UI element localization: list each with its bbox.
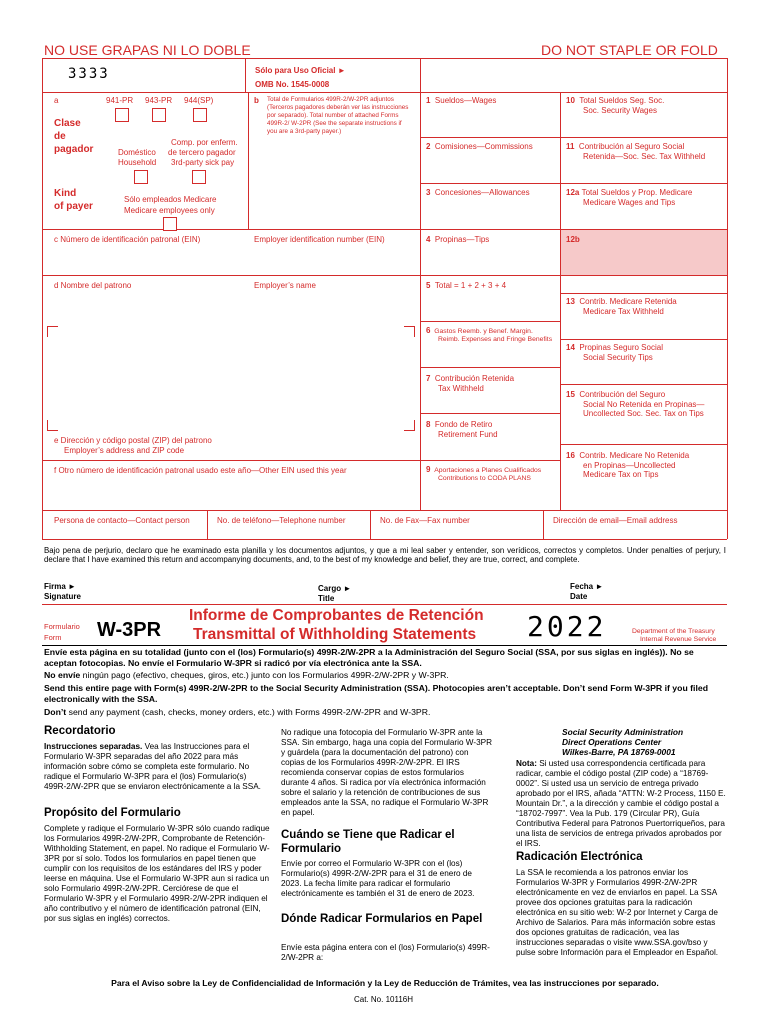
- heading-recordatorio: Recordatorio: [44, 725, 116, 737]
- official-use-label: Sólo para Uso Oficial ►: [255, 66, 346, 75]
- checkbox-941pr[interactable]: [115, 108, 129, 122]
- title-es: Informe de Comprobantes de Retención: [189, 607, 484, 624]
- signature-field[interactable]: Firma ► Signature: [44, 582, 81, 601]
- box-1-label: 1 Sueldos—Wages: [426, 96, 497, 105]
- box-11-label: 11 Contribución al Seguro Social Retenida—Soc. Sec. Tax Withheld: [566, 142, 706, 161]
- clase-label: Clase: [54, 118, 81, 129]
- box-e-label-en: Employer’s address and ZIP code: [64, 446, 185, 455]
- opt-943-label: 943-PR: [145, 96, 173, 105]
- irs-label: Internal Revenue Service: [640, 636, 717, 643]
- box-f-label: f Otro número de identificación patronal usado este año—Other EIN used this year: [54, 466, 347, 475]
- box-d-label-en: Employer’s name: [254, 281, 316, 290]
- address-corner-br: [404, 420, 415, 431]
- checkbox-medicare-only[interactable]: [163, 217, 177, 231]
- col3-note: Nota: Si usted usa correspondencia certificada para radicar, cambie el código postal (ZIP code) a “18769-0002”. Si usted usa un servicio de entrega privado aprobado por el IRS, añada “ATTN: W-2 Process, 1150 E. Mountain Dr.”, a la dirección y cambie el código postal a “18702-7997”. Vea la Pub. 179 (Circular PR), Guía Contributiva Federal para Patronos Puertorriqueños, para una lista de servicios de entrega privados aprobados por el IRS.: [516, 759, 726, 848]
- box-6-label: 6 Gastos Reemb. y Benef. Margin. Reimb. Expenses and Fringe Benefits: [426, 326, 553, 343]
- comp-label-1: Comp. por enferm.: [171, 138, 238, 147]
- date-field[interactable]: Fecha ► Date: [570, 582, 604, 601]
- checkbox-3rd-party-sick-pay[interactable]: [192, 170, 206, 184]
- box-c-label-en: Employer identification number (EIN): [254, 235, 385, 244]
- box-7-label: 7 Contribución Retenida Tax Withheld: [426, 374, 515, 393]
- checkbox-944sp[interactable]: [193, 108, 207, 122]
- formulario-label: Formulario: [44, 622, 80, 631]
- box-e-label-es: e Dirección y código postal (ZIP) del patrono: [54, 436, 212, 445]
- form-number: W-3PR: [97, 619, 162, 641]
- box-c-label: c Número de identificación patronal (EIN): [54, 235, 201, 244]
- box-15-label: 15 Contribución del Seguro Social No Retenida en Propinas— Uncollected Soc. Sec. Tax on Tips: [566, 390, 705, 418]
- box-10-label: 10 Total Sueldos Seg. Soc. Soc. Security Wages: [566, 96, 665, 115]
- medicare-only-es: Sólo empleados Medicare: [124, 195, 217, 204]
- comp-label-2: de tercero pagador: [168, 148, 236, 157]
- box-2-label: 2 Comisiones—Commissions: [426, 142, 533, 151]
- contact-person-label: Persona de contacto—Contact person: [54, 516, 190, 525]
- col2-photocopy: No radique una fotocopia del Formulario W-3PR ante la SSA. Sin embargo, haga una copia del Formulario W-3PR y guárdela (para la documentación del patrono) con copias de los Formularios 499R-2/W-2PR. El IRS recomienda conservar copias de estos formularios durante 4 años. Si radica por vía electrónica información sobre el salario y la retención de contribuciones de sus empleados ante la SSA, no radique el Formulario W-3PR en papel.: [281, 728, 493, 817]
- pagador-label: pagador: [54, 144, 94, 155]
- omb-number: OMB No. 1545-0008: [255, 80, 330, 89]
- box-12b-shaded: [561, 230, 727, 275]
- no-staple-warning-en: DO NOT STAPLE OR FOLD: [541, 42, 718, 58]
- box-8-label: 8 Fondo de Retiro Retirement Fund: [426, 420, 498, 439]
- fax-label: No. de Fax—Fax number: [380, 516, 470, 525]
- title-field[interactable]: Cargo ► Title: [318, 584, 352, 603]
- dept-treasury: Department of the Treasury: [632, 628, 715, 635]
- kind-label: Kind: [54, 188, 77, 199]
- box-16-label: 16 Contrib. Medicare No Retenida en Propinas—Uncollected Medicare Tax on Tips: [566, 451, 690, 479]
- col3-efile: La SSA le recomienda a los patronos enviar los Formularios W-3PR y Formularios 499R-2/W-2PR electrónicamente en vez de enviarlos en papel. La SSA provee dos opciones gratuitas para la radicación electrónica en su sitio web: W-2 por Internet y Carga de Archivo de Salarios. Para más información sobre estas dos opciones gratuitas de radicación, vea las instrucciones separadas o visite www.SSA.gov/bso y pulse sobre Información para el Empleador en Español.: [516, 868, 719, 957]
- form-label: Form: [44, 633, 62, 642]
- box-b-text: Total de Formularios 499R-2/W-2PR adjuntos (Terceros pagadores deberán ver las instrucciones por separado). Total number of attached Forms 499R-2/ W-2PR (See the separate instructions if you are a 3rd-party payer.): [267, 96, 409, 135]
- de-label: de: [54, 131, 66, 142]
- tax-year: 2022: [527, 610, 607, 643]
- col2-where: Envíe esta página entera con el (los) Formulario(s) 499R-2/W-2PR a:: [281, 943, 490, 962]
- address-corner-tl: [47, 326, 58, 337]
- box-3-label: 3 Concesiones—Allowances: [426, 188, 530, 197]
- box-12a-label: 12a Total Sueldos y Prop. Medicare Medicare Wages and Tips: [566, 188, 693, 207]
- box-14-label: 14 Propinas Seguro Social Social Security Tips: [566, 343, 663, 362]
- privacy-notice: Para el Aviso sobre la Ley de Confidencialidad de Información y la Ley de Reducción de Trámites, vea las instrucciones por separado.: [111, 978, 659, 988]
- box-b-letter: b: [254, 96, 259, 105]
- heading-proposito: Propósito del Formulario: [44, 807, 181, 819]
- catalog-number: Cat. No. 10116H: [354, 995, 413, 1004]
- col2-deadline: Envíe por correo el Formulario W-3PR con el (los) Formulario(s) 499R-2/W-2PR para el 31 de enero de 2023. La fecha límite para radicar el formulario electrónicamente es también el 31 de enero de 2023.: [281, 859, 475, 898]
- form-code: 3333: [68, 66, 110, 82]
- comp-label-3: 3rd-party sick pay: [171, 158, 235, 167]
- box-5-label: 5 Total = 1 + 2 + 3 + 4: [426, 281, 507, 290]
- ssa-address: Social Security Administration Direct Operations Center Wilkes-Barre, PA 18769-0001: [562, 727, 684, 757]
- title-en: Transmittal of Withholding Statements: [193, 626, 477, 643]
- perjury-statement: Bajo pena de perjurio, declaro que he examinado esta planilla y los documentos adjuntos, y que a mi leal saber y entender, son verídicos, correctos y completos. Under penalties of perjury, I declare that I have examined this return and accompanying documents, and, to the best of my knowledge and belief, they are true, correct, and complete.: [44, 546, 726, 565]
- address-corner-bl: [47, 420, 58, 431]
- instructions-p2: No envíe ningún pago (efectivo, cheques, giros, etc.) junto con los Formularios 499R-2/W-2PR y W-3PR.: [44, 670, 449, 680]
- instructions-p4: Don’t send any payment (cash, checks, money orders, etc.) with Forms 499R-2/W-2PR and W-3PR.: [44, 707, 431, 717]
- box-d-label: d Nombre del patrono: [54, 281, 132, 290]
- instructions-p3: Send this entire page with Form(s) 499R-2/W-2PR to the Social Security Administration (SSA). Photocopies aren’t acceptable. Don’t send Form W-3PR if you filed electronically with the SSA.: [44, 683, 709, 704]
- domestico-label: Doméstico: [118, 148, 156, 157]
- box-4-label: 4 Propinas—Tips: [426, 235, 490, 244]
- box-9-label: 9 Aportaciones a Planes Cualificados Contributions to CODA PLANS: [426, 465, 542, 482]
- col1-purpose: Complete y radique el Formulario W-3PR sólo cuando radique los Formularios 499R-2/W-2PR, Comprobante de Retención-Withholding Statement, en papel. No radique el Formulario W-3PR por sí solo. Todos los formularios en papel tienen que cumplir con los requisitos de los estándares del IRS y poder leerse en máquina. Use el Formulario W-3PR aun si radica un solo Formulario 499R-2/W-2PR. Cerciórese de que el Formulario W-3PR y el Formulario 499R-2/W-2PR indiquen el año contributivo y el número de identificación patronal (EIN, por sus siglas en inglés) correctos.: [44, 824, 270, 923]
- household-label: Household: [118, 158, 157, 167]
- medicare-only-en: Medicare employees only: [124, 206, 215, 215]
- address-corner-tr: [404, 326, 415, 337]
- opt-944-label: 944(SP): [184, 96, 214, 105]
- no-staple-warning-es: NO USE GRAPAS NI LO DOBLE: [44, 42, 251, 58]
- of-payer-label: of payer: [54, 201, 93, 212]
- heading-cuando: Cuándo se Tiene que Radicar el Formulario: [281, 829, 455, 855]
- checkbox-household[interactable]: [134, 170, 148, 184]
- instructions-p1: Envíe esta página en su totalidad (junto con el (los) Formulario(s) 499R-2/W-2PR a la Administración del Seguro Social (SSA, por sus siglas en inglés)). No se aceptan fotocopias. No envíe el Formulario W-3PR si radicó por vía electrónica ante la SSA.: [44, 647, 694, 668]
- box-13-label: 13 Contrib. Medicare Retenida Medicare Tax Withheld: [566, 297, 677, 316]
- checkbox-943pr[interactable]: [152, 108, 166, 122]
- box-12b-label: 12b: [566, 235, 580, 244]
- telephone-label: No. de teléfono—Telephone number: [217, 516, 346, 525]
- col1-reminder: Instrucciones separadas. Vea las Instrucciones para el Formulario W-3PR separadas del año 2022 para más información sobre cómo se completa este formulario. No radique el Formulario W-3PR para el (los) Formulario(s) 499R-2/W-2PR que se enviaron electrónicamente a la SSA.: [44, 742, 261, 791]
- heading-radicacion-electronica: Radicación Electrónica: [516, 851, 643, 863]
- heading-donde: Dónde Radicar Formularios en Papel: [281, 913, 483, 925]
- email-label: Dirección de email—Email address: [553, 516, 678, 525]
- box-a-letter: a: [54, 96, 59, 105]
- opt-941-label: 941-PR: [106, 96, 134, 105]
